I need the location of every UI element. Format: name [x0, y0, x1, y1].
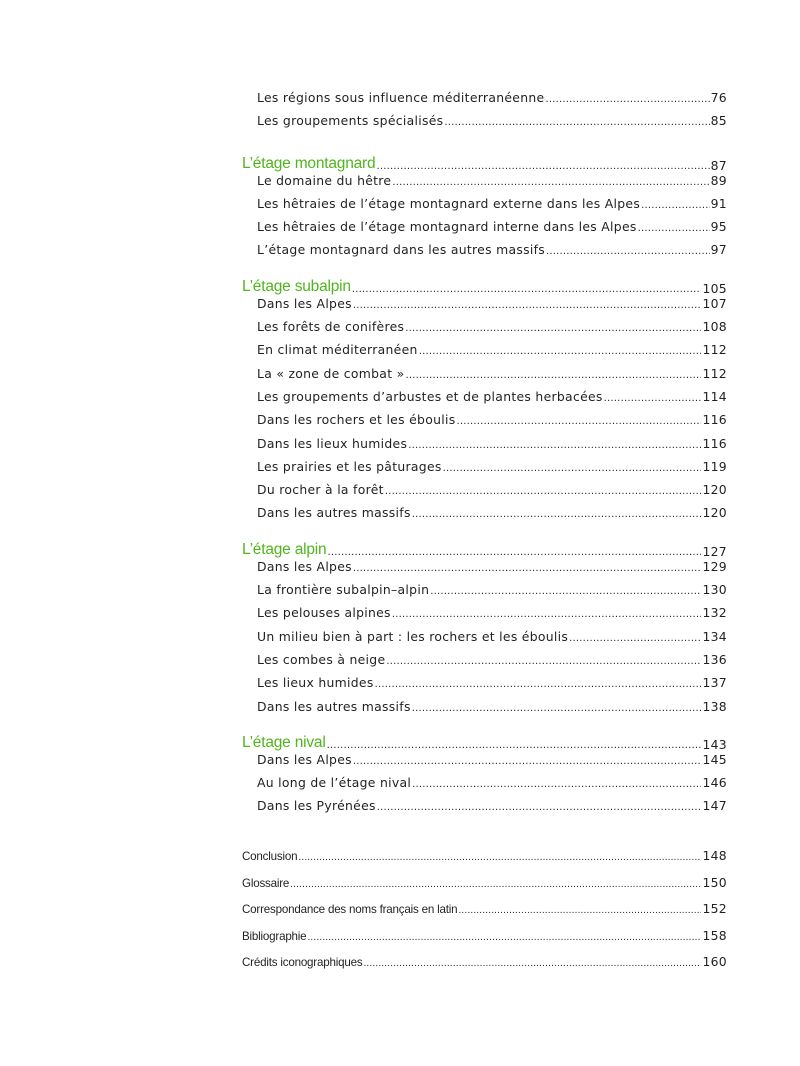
toc-entry-page: 129 [702, 558, 727, 574]
back-matter-page: 148 [702, 848, 727, 863]
toc-entry-title: L’étage montagnard dans les autres massifs [257, 242, 546, 258]
toc-entry[interactable] [242, 319, 727, 342]
toc-entry[interactable] [242, 242, 727, 265]
toc-entry[interactable] [242, 366, 727, 389]
toc-entry-page: 97 [710, 242, 727, 258]
dot-leader [353, 752, 702, 767]
dot-leader [408, 436, 701, 451]
toc-entry[interactable] [242, 605, 727, 628]
toc-entry[interactable] [242, 196, 727, 219]
back-matter-page: 160 [702, 954, 727, 970]
toc-entry[interactable] [242, 629, 727, 652]
toc-entry-title: Dans les lieux humides [257, 435, 408, 451]
toc-entry-page: 76 [710, 90, 727, 105]
toc-entry-title: Dans les Alpes [257, 295, 352, 311]
dot-leader [443, 459, 702, 474]
toc-entry[interactable] [242, 219, 727, 242]
dot-leader [307, 930, 701, 943]
toc-entry-page: 130 [702, 582, 727, 598]
toc-entry-page: 138 [702, 698, 727, 714]
chapter-heading-alpin[interactable] [242, 529, 727, 559]
dot-leader [363, 956, 701, 969]
toc-entry[interactable] [242, 582, 727, 605]
toc-entry-title: Les lieux humides [257, 675, 374, 691]
toc-entry-title: Les groupements spécialisés [257, 113, 444, 129]
back-matter-entry-correspondance[interactable] [242, 901, 727, 928]
toc-entry[interactable] [242, 113, 727, 136]
chapter-title: L’étage subalpin [242, 277, 351, 295]
back-matter-title: Glossaire [242, 876, 290, 890]
toc-entry-page: 116 [702, 412, 727, 428]
toc-entry[interactable] [242, 798, 727, 821]
dot-leader [641, 196, 710, 211]
toc-entry[interactable] [242, 752, 727, 775]
toc-entry-page: 107 [702, 295, 727, 311]
back-matter-entry-bibliographie[interactable] [242, 928, 727, 955]
toc-entry-title: La frontière subalpin–alpin [257, 582, 430, 598]
toc-entry-title: Les hêtraies de l’étage montagnard interne dans les Alpes [257, 219, 637, 235]
toc-entry-title: Dans les rochers et les éboulis [257, 412, 456, 428]
dot-leader [569, 629, 701, 644]
chapter-page: 87 [710, 157, 727, 173]
toc-entry-page: 116 [702, 435, 727, 451]
toc-entry-title: Les pelouses alpines [257, 605, 391, 621]
chapter-title: L’étage montagnard [242, 154, 376, 172]
chapter-page: 143 [702, 736, 727, 752]
chapter-title: L’étage alpin [242, 540, 327, 558]
toc-entry[interactable] [242, 389, 727, 412]
toc-entry[interactable] [242, 173, 727, 196]
dot-leader [375, 675, 702, 690]
dot-leader [385, 482, 702, 497]
toc-entry[interactable] [242, 559, 727, 582]
toc-entry[interactable] [242, 342, 727, 365]
chapter-heading-subalpin[interactable] [242, 266, 727, 296]
toc-entry-page: 114 [702, 388, 727, 404]
toc-entry-title: Dans les Pyrénées [257, 798, 376, 814]
chapter-page: 127 [702, 543, 727, 559]
back-matter-title: Conclusion [242, 850, 298, 863]
dot-leader [604, 389, 702, 404]
toc-entry-title: Le domaine du hêtre [257, 172, 392, 188]
toc-entry-page: 119 [702, 458, 727, 474]
toc-entry-title: Les prairies et les pâturages [257, 458, 442, 474]
back-matter-title: Crédits iconographiques [242, 956, 363, 970]
toc-entry-page: 120 [702, 482, 727, 498]
toc-entry-title: En climat méditerranéen [257, 342, 418, 358]
dot-leader [392, 173, 709, 188]
dot-leader [638, 219, 710, 234]
toc-entry-page: 112 [702, 365, 727, 381]
dot-leader [405, 366, 701, 381]
back-matter-title: Correspondance des noms français en latin [242, 903, 458, 917]
dot-leader [327, 736, 702, 752]
chapter-title: L’étage nival [242, 733, 326, 751]
toc-entry[interactable] [242, 675, 727, 698]
dot-leader [419, 342, 702, 357]
dot-leader [392, 605, 702, 620]
toc-entry[interactable] [242, 505, 727, 528]
toc-entry[interactable] [242, 459, 727, 482]
dot-leader [412, 699, 702, 714]
back-matter-page: 158 [702, 927, 727, 943]
dot-leader [298, 850, 701, 863]
toc-entry-page: 89 [710, 172, 727, 188]
toc-entry-title: Les groupements d’arbustes et de plantes herbacées [257, 388, 603, 404]
dot-leader [386, 652, 701, 667]
toc-entry[interactable] [242, 436, 727, 459]
dot-leader [290, 877, 701, 890]
dot-leader [353, 296, 702, 311]
toc-entry-title: Les hêtraies de l’étage montagnard externe dans les Alpes [257, 195, 641, 211]
toc-entry-page: 95 [710, 219, 727, 235]
dot-leader [545, 90, 709, 105]
toc-entry-title: Du rocher à la forêt [257, 482, 384, 498]
back-matter-page: 150 [702, 874, 727, 890]
toc-entry-page: 108 [702, 319, 727, 335]
dot-leader [352, 280, 702, 296]
back-matter-list [242, 848, 727, 981]
toc-entry-page: 134 [702, 628, 727, 644]
dot-leader [456, 412, 701, 427]
toc-entry[interactable] [242, 775, 727, 798]
dot-leader [327, 543, 701, 559]
dot-leader [458, 903, 701, 916]
toc-entry-title: Dans les autres massifs [257, 698, 411, 714]
toc-entry-page: 137 [702, 675, 727, 691]
back-matter-title: Bibliographie [242, 929, 307, 943]
toc-entry-page: 91 [710, 195, 727, 211]
toc-entry-page: 120 [702, 505, 727, 521]
toc-entry-title: Dans les autres massifs [257, 505, 411, 521]
toc-entry-title: Dans les Alpes [257, 751, 352, 767]
back-matter-entry-conclusion[interactable] [242, 848, 727, 875]
toc-entry[interactable] [242, 90, 727, 113]
toc-entry-title: Au long de l’étage nival [257, 775, 412, 791]
toc-entry-page: 147 [702, 798, 727, 814]
toc-entry[interactable] [242, 652, 727, 675]
dot-leader [405, 319, 701, 334]
dot-leader [376, 157, 709, 173]
toc-entry-page: 85 [710, 113, 727, 129]
toc-entry-title: La « zone de combat » [257, 365, 405, 381]
toc-entry[interactable] [242, 482, 727, 505]
table-of-contents [242, 90, 727, 822]
dot-leader [412, 775, 701, 790]
toc-entry-page: 146 [702, 775, 727, 791]
back-matter-page: 152 [702, 901, 727, 917]
toc-entry-page: 112 [702, 342, 727, 358]
toc-entry-title: Les forêts de conifères [257, 319, 405, 335]
chapter-page: 105 [702, 280, 727, 296]
toc-entry-page: 132 [702, 605, 727, 621]
dot-leader [377, 798, 702, 813]
dot-leader [430, 582, 701, 597]
back-matter-entry-credits[interactable] [242, 954, 727, 981]
toc-entry-title: Un milieu bien à part : les rochers et les éboulis [257, 628, 569, 644]
toc-entry[interactable] [242, 412, 727, 435]
toc-entry[interactable] [242, 296, 727, 319]
dot-leader [546, 242, 710, 257]
chapter-heading-nival[interactable] [242, 722, 727, 752]
toc-entry-page: 145 [702, 751, 727, 767]
toc-entry[interactable] [242, 699, 727, 722]
toc-entry-title: Dans les Alpes [257, 558, 352, 574]
toc-entry-title: Les régions sous influence méditerranéenne [257, 90, 545, 105]
back-matter-entry-glossaire[interactable] [242, 875, 727, 902]
toc-entry-page: 136 [702, 651, 727, 667]
chapter-heading-montagnard[interactable] [242, 143, 727, 173]
dot-leader [353, 559, 702, 574]
dot-leader [412, 505, 702, 520]
toc-entry-title: Les combes à neige [257, 651, 386, 667]
dot-leader [444, 113, 709, 128]
